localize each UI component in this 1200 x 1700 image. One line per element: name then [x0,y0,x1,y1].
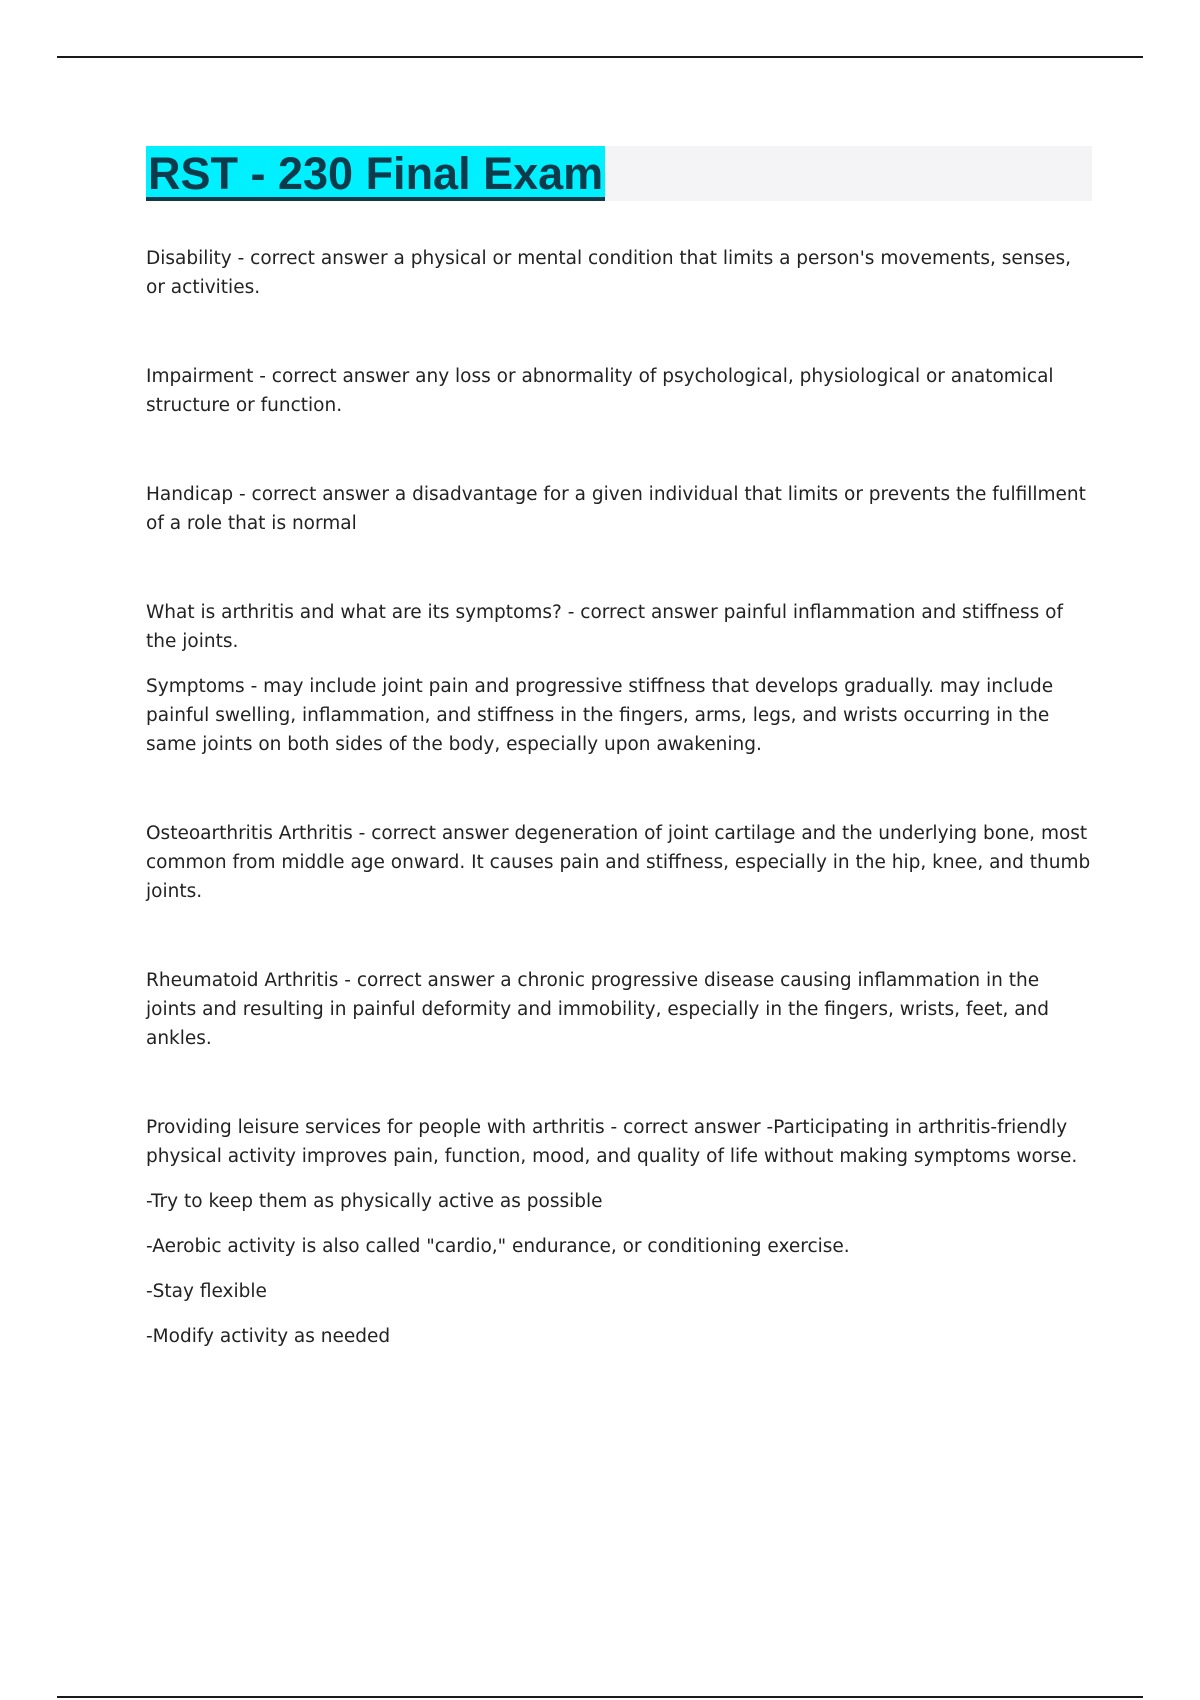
footer-rule [57,1696,1143,1698]
entry-rheumatoid-arthritis: Rheumatoid Arthritis - correct answer a chronic progressive disease causing inflammation in the joints and resulting in painful deformity and immobility, especially in the fingers, wrists, feet, and ankles. [146,970,1050,1049]
document-title: RST - 230 Final Exam [148,148,604,199]
header-rule [57,56,1143,58]
entry-impairment: Impairment - correct answer any loss or abnormality of psychological, physiological or anatomical structure or function. [146,366,1054,416]
entry-leisure-services: Providing leisure services for people with arthritis - correct answer -Participating in arthritis-friendly physical activity improves pain, function, mood, and quality of life without making symptoms worse. [146,1117,1078,1167]
entry-arthritis-symptoms: Symptoms - may include joint pain and progressive stiffness that develops gradually. may include painful swelling, inflammation, and stiffness in the fingers, arms, legs, and wrists occurring in the same joints on both sides of the body, especially upon awakening. [146,676,1054,755]
entry-arthritis-definition: What is arthritis and what are its symptoms? - correct answer painful inflammation and stiffness of the joints. [146,602,1063,652]
entry-osteoarthritis: Osteoarthritis Arthritis - correct answer degeneration of joint cartilage and the underlying bone, most common from middle age onward. It causes pain and stiffness, especially in the hip, knee, and thumb joints. [146,823,1091,902]
list-item: -Modify activity as needed [146,1326,391,1347]
entry-disability: Disability - correct answer a physical or mental condition that limits a person's movements, senses, or activities. [146,248,1072,298]
list-item: -Try to keep them as physically active as possible [146,1191,603,1212]
document-body [146,244,1092,1351]
entry-handicap: Handicap - correct answer a disadvantage for a given individual that limits or prevents the fulfillment of a role that is normal [146,484,1086,534]
list-item: -Aerobic activity is also called "cardio," endurance, or conditioning exercise. [146,1236,850,1257]
list-item: -Stay flexible [146,1281,267,1302]
